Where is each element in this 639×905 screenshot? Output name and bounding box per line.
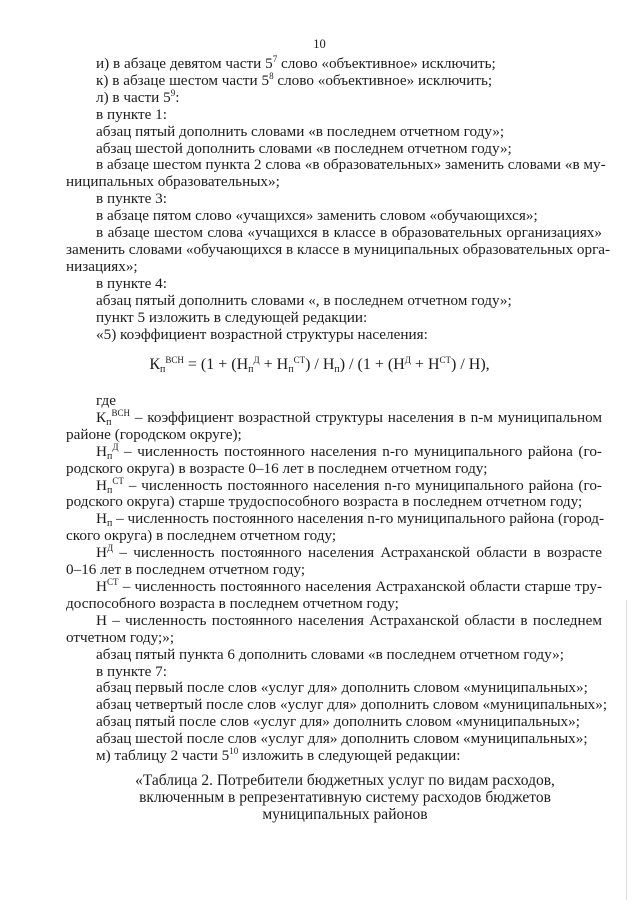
- definition-line: Н – численность постоянного населения Астраханской области в последнем: [96, 611, 602, 629]
- text-line: абзац пятый дополнить словами «, в последнем отчетном году»;: [96, 291, 512, 309]
- text-line: в пункте 1:: [96, 105, 167, 123]
- document-body: [66, 54, 611, 343]
- text-line: в пункте 7:: [96, 662, 167, 680]
- text-line: родского округа) старше трудоспособного возраста в последнем отчетном году;: [66, 493, 583, 511]
- page-number: 10: [313, 37, 326, 51]
- text-line: в абзаце пятом слово «учащихся» заменить словом «обучающихся»;: [96, 207, 538, 225]
- text-line: в пункте 3:: [96, 190, 167, 208]
- text-line: доспособного возраста в последнем отчетном году;: [66, 594, 399, 612]
- formula: $К_п^{ВСН} = (1 + (Н_п^Д + Н_п^{СТ}) / Н_п) / (1 + (Н^Д + Н^{СТ}) / Н)$,: [149, 355, 490, 375]
- text-line: к) в абзаце шестом части $5^8$ слово «объективное» исключить;: [96, 70, 493, 89]
- table-title-line: муниципальных районов: [262, 806, 428, 823]
- text-line: и) в абзаце девятом части $5^7$ слово «объективное» исключить;: [96, 54, 496, 72]
- definitions-block: [66, 392, 608, 765]
- text-line: ниципальных образовательных»;: [66, 173, 280, 191]
- text-line: абзац четвертый после слов «услуг для» дополнить словом «муниципальных»;: [96, 696, 608, 714]
- text-line: в пункте 4:: [96, 274, 167, 292]
- definition-line: $Н^Д$ – численность постоянного населения Астраханской области в возрасте: [96, 543, 602, 562]
- definition-line: $Н_п^{СТ}$ – численность постоянного населения n-го муниципального района (го-: [96, 475, 602, 496]
- text-line: м) таблицу 2 части $5^{10}$ изложить в следующей редакции:: [96, 746, 461, 765]
- text-line: где: [96, 392, 116, 409]
- table-title: [88, 772, 602, 823]
- text-line: пункт 5 изложить в следующей редакции:: [96, 308, 368, 326]
- text-line: районе (городском округе);: [66, 425, 242, 443]
- text-line: л) в части $5^9$:: [96, 87, 180, 106]
- text-line: низациях»;: [66, 257, 138, 275]
- table-title-line: «Таблица 2. Потребители бюджетных услуг по видам расходов,: [135, 772, 555, 789]
- text-line: отчетном году;»;: [66, 628, 175, 646]
- text-line: ского округа) в последнем отчетном году;: [66, 527, 337, 545]
- table-title-line: включенным в репрезентативную систему расходов бюджетов: [139, 789, 551, 806]
- text-line: абзац пятый дополнить словами «в последнем отчетном году»;: [96, 122, 505, 140]
- text-line: «5) коэффициент возрастной структуры населения:: [96, 325, 428, 343]
- definition-line: $Н_п^Д$ – численность постоянного населения n-го муниципального района (го-: [96, 441, 602, 462]
- definition-line: $К_п^{ВСН}$ – коэффициент возрастной структуры населения в n-м муниципальном: [96, 407, 602, 428]
- text-line: абзац первый после слов «услуг для» дополнить словом «муниципальных»;: [96, 679, 588, 697]
- text-line: 0–16 лет в последнем отчетном году;: [66, 561, 306, 579]
- text-line: родского округа) в возрасте 0–16 лет в последнем отчетном году;: [66, 459, 488, 477]
- text-line: абзац пятый после слов «услуг для» дополнить словом «муниципальных»;: [96, 713, 580, 731]
- scan-edge-divider: [626, 600, 627, 900]
- definition-line: $Н_п$ – численность постоянного населения n-го муниципального района (город-: [96, 510, 605, 530]
- text-line: абзац шестой дополнить словами «в последнем отчетном году»;: [96, 139, 512, 157]
- definition-line: $Н^{СТ}$ – численность постоянного населения Астраханской области старше тру-: [96, 576, 602, 595]
- text-line: абзац шестой после слов «услуг для» дополнить словом «муниципальных»;: [96, 730, 588, 748]
- text-line: в абзаце шестом слова «учащихся в классе в образовательных организациях»: [96, 224, 602, 242]
- text-line: заменить словами «обучающихся в классе в муниципальных образовательных орга-: [66, 240, 611, 258]
- text-line: абзац пятый пункта 6 дополнить словами «в последнем отчетном году»;: [96, 645, 564, 663]
- text-line: в абзаце шестом пункта 2 слова «в образовательных» заменить словами «в му-: [96, 156, 606, 174]
